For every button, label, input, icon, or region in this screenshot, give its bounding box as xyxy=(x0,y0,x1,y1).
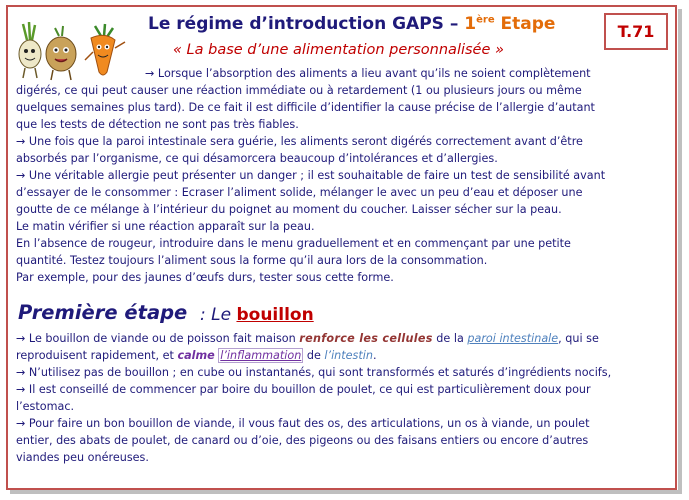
text-line: → Une véritable allergie peut présenter un danger ; il est souhaitable de faire un test de sensibilité avant xyxy=(16,169,606,182)
title-step-sup: ère xyxy=(476,14,495,26)
text-fragment: de la xyxy=(432,332,468,345)
text-line: Le matin vérifier si une réaction apparaît sur la peau. xyxy=(16,220,315,233)
emphasis-text: paroi intestinale xyxy=(467,332,559,345)
title-step-number: 1 xyxy=(464,14,477,34)
text-line: → Il est conseillé de commencer par boire du bouillon de poulet, ce qui est particulièrement doux pour xyxy=(16,383,591,396)
text-fragment: reproduisent rapidement, et xyxy=(16,349,178,362)
text-line: goutte de ce mélange à l’intérieur du poignet au moment du coucher. Laisser sécher sur la peau. xyxy=(16,203,562,216)
text-line xyxy=(16,347,666,364)
emphasis-text: l’inflammation xyxy=(220,349,302,362)
title-main: Le régime d’introduction GAPS – xyxy=(148,14,459,34)
text-line: entier, des abats de poulet, de canard ou d’oie, des pigeons ou des faisans entiers ou encore d’autres xyxy=(16,434,589,447)
frame-shadow-bottom xyxy=(10,490,682,494)
section-heading xyxy=(18,301,314,325)
page-title xyxy=(148,14,555,34)
frame-shadow-right xyxy=(678,9,682,492)
page-subtitle: « La base d’une alimentation personnalisée » xyxy=(173,42,504,58)
section-heading-title: Première étape xyxy=(18,301,188,324)
emphasis-text: calme xyxy=(177,349,215,362)
text-line: viandes peu onéreuses. xyxy=(16,451,149,464)
text-fragment: de xyxy=(303,349,325,362)
text-line: que les tests de détection ne sont pas très fiables. xyxy=(16,118,299,131)
title-step-word: Etape xyxy=(494,14,556,34)
text-line: quantité. Testez toujours l’aliment sous la forme qu’il aura lors de la consommation. xyxy=(16,254,488,267)
text-line: → N’utilisez pas de bouillon ; en cube ou instantanés, qui sont transformés et saturés d’ingrédients nocifs, xyxy=(16,366,612,379)
title-step xyxy=(464,14,555,34)
text-fragment: . xyxy=(372,349,377,362)
text-line: → Pour faire un bon bouillon de viande, il vous faut des os, des articulations, un os à viande, un poulet xyxy=(16,417,590,430)
text-line: digérés, ce qui peut causer une réaction immédiate ou à retardement (1 ou plusieurs jours ou même xyxy=(16,84,582,97)
text-line: En l’absence de rougeur, introduire dans le menu graduellement et en commençant par une petite xyxy=(16,237,571,250)
text-line: Par exemple, pour des jaunes d’œufs durs, tester sous cette forme. xyxy=(16,271,394,284)
emphasis-text: l’intestin xyxy=(324,349,373,362)
text-fragment: , qui se xyxy=(558,332,599,345)
text-line: → Lorsque l’absorption des aliments a lieu avant qu’ils ne soient complètement xyxy=(145,67,591,80)
sheet-number-badge: T.71 xyxy=(604,13,668,50)
section-heading-prefix: : Le xyxy=(200,305,237,325)
section-heading-keyword: bouillon xyxy=(236,305,314,325)
text-line: quelques semaines plus tard). De ce fait il est difficile d’identifier la cause précise de l’allergie d’autant xyxy=(16,101,595,114)
bouillon-text-block xyxy=(16,330,666,466)
section-heading-subject xyxy=(200,305,314,325)
emphasis-text: renforce les cellules xyxy=(299,332,433,345)
text-line: → Une fois que la paroi intestinale sera guérie, les aliments seront digérés correctement avant d’être xyxy=(16,135,583,148)
text-line: absorbés par l’organisme, ce qui désamorcera beaucoup d’intolérances et d’allergies. xyxy=(16,152,498,165)
intro-text-block xyxy=(16,65,666,286)
text-line: d’essayer de le consommer : Ecraser l’aliment solide, mélanger le avec un peu d’eau et déposer une xyxy=(16,186,583,199)
text-line xyxy=(16,330,666,347)
text-fragment: → Le bouillon de viande ou de poisson fait maison xyxy=(16,332,300,345)
text-line: l’estomac. xyxy=(16,400,75,413)
